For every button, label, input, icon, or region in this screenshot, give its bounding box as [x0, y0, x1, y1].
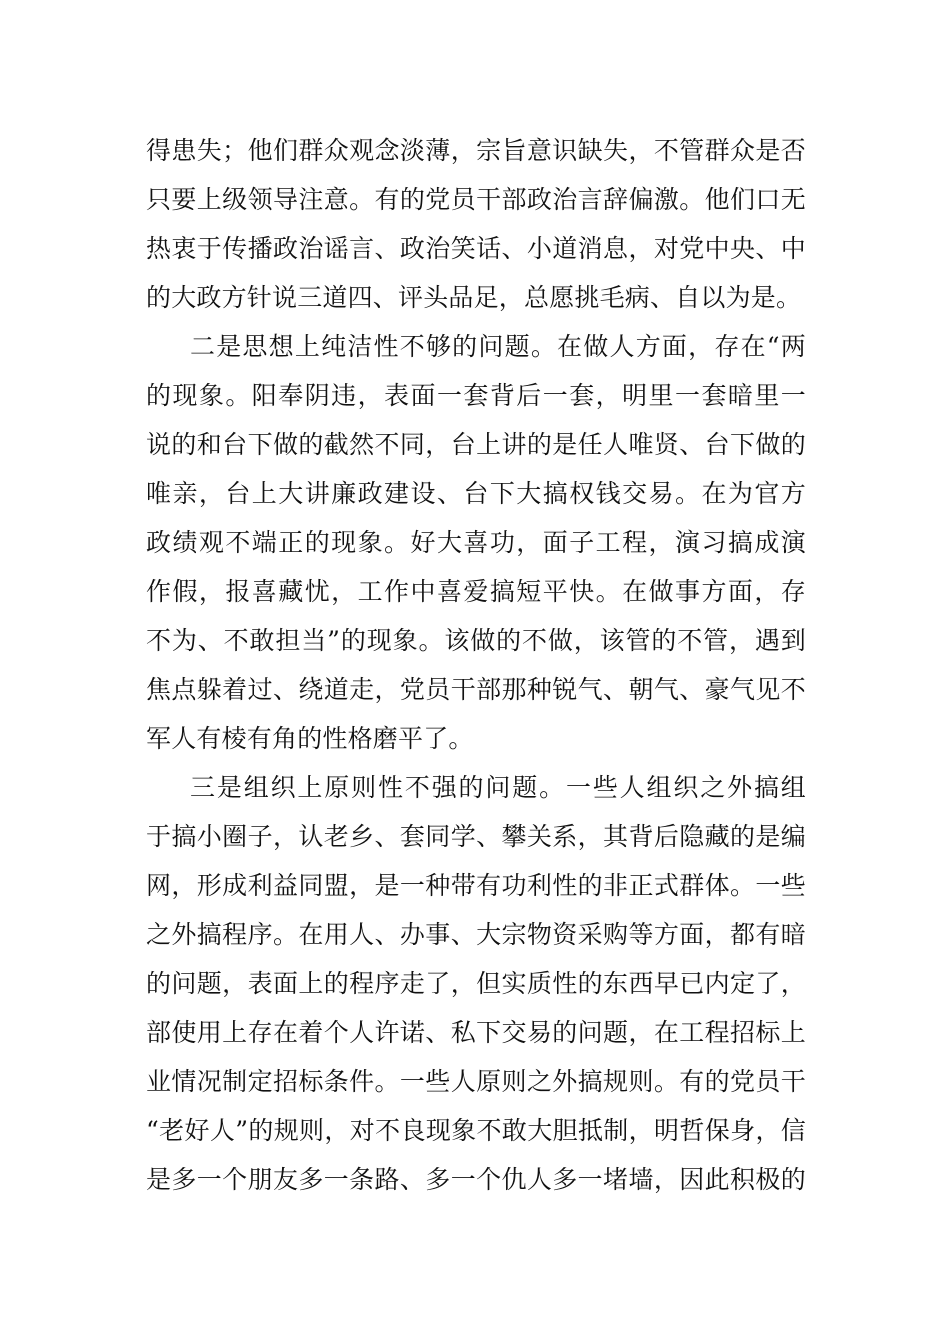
text-line: 政绩观不端正的现象。好大喜功，面子工程，演习搞成演 [146, 528, 806, 557]
text-line: 只要上级领导注意。有的党员干部政治言辞偏激。他们口无 [146, 185, 806, 214]
paragraph [146, 322, 806, 763]
body-text [146, 126, 806, 1204]
text-line: 二是思想上纯洁性不够的问题。在做人方面，存在“两 [190, 332, 806, 361]
text-line: 作假，报喜藏忧，工作中喜爱搞短平快。在做事方面，存 [146, 577, 806, 606]
text-line: 的现象。阳奉阴违，表面一套背后一套，明里一套暗里一 [146, 381, 806, 410]
paragraph [146, 126, 806, 322]
text-line: 得患失；他们群众观念淡薄，宗旨意识缺失，不管群众是否 [146, 136, 806, 165]
text-line: 军人有棱有角的性格磨平了。 [146, 724, 474, 753]
text-line: 焦点躲着过、绕道走，党员干部那种锐气、朝气、豪气见不 [146, 675, 806, 704]
text-line: 说的和台下做的截然不同，台上讲的是任人唯贤、台下做的 [146, 430, 806, 459]
text-line: 之外搞程序。在用人、办事、大宗物资采购等方面，都有暗 [146, 920, 806, 949]
text-line: 于搞小圈子，认老乡、套同学、攀关系，其背后隐藏的是编 [146, 822, 806, 851]
text-line: “老好人”的规则，对不良现象不敢大胆抵制，明哲保身，信 [146, 1116, 806, 1145]
text-line: 部使用上存在着个人许诺、私下交易的问题，在工程招标上 [146, 1018, 806, 1047]
text-line: 是多一个朋友多一条路、多一个仇人多一堵墙，因此积极的 [146, 1165, 806, 1194]
text-line: 的问题，表面上的程序走了，但实质性的东西早已内定了， [146, 969, 806, 998]
text-line: 唯亲，台上大讲廉政建设、台下大搞权钱交易。在为官方 [146, 479, 806, 508]
text-line: 不为、不敢担当”的现象。该做的不做，该管的不管，遇到 [146, 626, 806, 655]
text-line: 三是组织上原则性不强的问题。一些人组织之外搞组 [190, 773, 806, 802]
paragraph [146, 763, 806, 1204]
text-line: 热衷于传播政治谣言、政治笑话、小道消息，对党中央、中 [146, 234, 806, 263]
text-line: 网，形成利益同盟，是一种带有功利性的非正式群体。一些 [146, 871, 806, 900]
text-line: 的大政方针说三道四、评头品足，总愿挑毛病、自以为是。 [146, 283, 802, 312]
text-line: 业情况制定招标条件。一些人原则之外搞规则。有的党员干 [146, 1067, 806, 1096]
